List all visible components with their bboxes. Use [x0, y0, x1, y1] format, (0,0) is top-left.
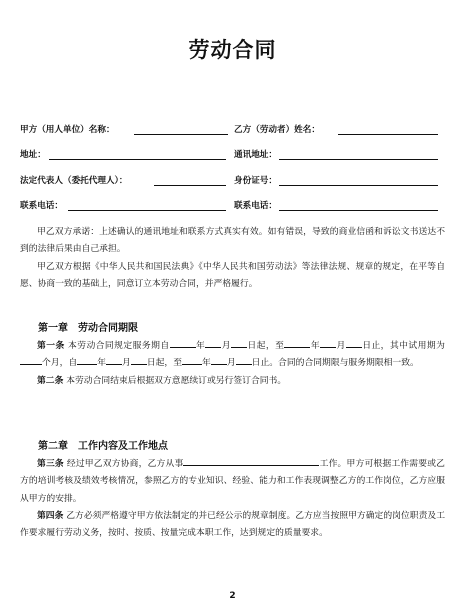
- party-b-name-field[interactable]: [338, 134, 438, 135]
- address-label: 地址：: [20, 150, 46, 160]
- probation-end-day-field[interactable]: [236, 355, 252, 365]
- end-month-field[interactable]: [320, 338, 336, 348]
- article-3: [20, 456, 445, 508]
- phone-a-field[interactable]: [68, 210, 226, 211]
- start-year-field[interactable]: [170, 338, 196, 348]
- article-2: [20, 373, 445, 390]
- article-4-text: 乙方必须严格遵守甲方依法制定的并已经公示的规章制度。乙方应当按照甲方确定的岗位职责及工作要求履行劳动义务，按时、按质、按量完成本职工作，达到规定的质量要求。: [20, 510, 445, 539]
- article-2-label: 第二条: [37, 375, 64, 386]
- probation-start-day-field[interactable]: [131, 355, 147, 365]
- probation-months-field[interactable]: [20, 355, 42, 365]
- article-1: [20, 338, 445, 373]
- contact-address-label: 通讯地址：: [234, 150, 277, 160]
- chapter-2-body: [20, 456, 445, 542]
- id-number-field[interactable]: [279, 185, 438, 186]
- chapter-2-heading: 第二章 工作内容及工作地点: [38, 441, 168, 452]
- page-number: 2: [229, 591, 236, 601]
- party-a-label: 甲方（用人单位）名称：: [20, 125, 115, 135]
- phone-b-field[interactable]: [279, 210, 438, 211]
- party-row-3: [20, 172, 445, 188]
- intro-paragraph-1: 甲乙双方承诺：上述确认的通讯地址和联系方式真实有效。如有错误，导致的商业信函和诉讼文书送达不到的法律后果由自己承担。: [20, 227, 445, 255]
- phone-a-label: 联系电话：: [20, 201, 63, 211]
- probation-start-year-field[interactable]: [77, 355, 97, 365]
- start-day-field[interactable]: [231, 338, 247, 348]
- party-a-name-field[interactable]: [134, 134, 228, 135]
- intro-paragraph-2: 甲乙双方根据《中华人民共和国民法典》《中华人民共和国劳动法》等法律法规、规章的规定，在平等自愿、协商一致的基础上，同意订立本劳动合同，并严格履行。: [20, 261, 445, 289]
- article-3-text-a: 经过甲乙双方协商，乙方从事: [66, 459, 184, 469]
- day-to-label: 日起，至: [246, 341, 285, 351]
- start-month-field[interactable]: [205, 338, 221, 348]
- article-3-label: 第三条: [37, 459, 64, 469]
- job-position-field[interactable]: [183, 456, 319, 466]
- id-number-label: 身份证号：: [234, 176, 277, 186]
- year-label: 年: [97, 358, 107, 369]
- month-label: 月: [336, 341, 346, 351]
- article-1-text-c: 日止。合同的合同期限与服务期限相一致。: [251, 358, 419, 369]
- article-3-text-b: 工作。甲方可根据工作需要或乙方的培训考核及绩效考核情况，参照乙方的专业知识、经验、能力和工作表现调整乙方的工作岗位，乙方应服从甲方的安排。: [20, 459, 445, 504]
- intro-section: [20, 224, 445, 293]
- probation-end-month-field[interactable]: [211, 355, 227, 365]
- day-to-label: 日起，至: [146, 358, 183, 369]
- month-label: 月: [226, 358, 236, 369]
- month-label: 月: [122, 358, 131, 369]
- article-4: [20, 508, 445, 543]
- party-row-1: [20, 121, 445, 137]
- party-row-2: [20, 146, 445, 162]
- month-label: 月: [221, 341, 231, 351]
- article-1-text-a: 本劳动合同规定服务期自: [67, 341, 170, 351]
- document-title: 劳动合同: [188, 38, 277, 62]
- months-from-label: 个月，自: [42, 358, 78, 369]
- article-4-label: 第四条: [37, 510, 64, 521]
- chapter-1-body: [20, 338, 445, 390]
- legal-rep-field[interactable]: [154, 185, 226, 186]
- article-1-text-b: 其中试用期为: [389, 341, 445, 351]
- phone-b-label: 联系电话：: [234, 201, 277, 211]
- end-day-field[interactable]: [346, 338, 362, 348]
- article-2-text: 本劳动合同结束后根据双方意愿续订或另行签订合同书。: [66, 375, 287, 386]
- day-end-label: 日止，: [361, 341, 390, 351]
- year-label: 年: [202, 358, 211, 369]
- year-label: 年: [195, 341, 206, 351]
- party-b-label: 乙方（劳动者）姓名：: [234, 125, 320, 135]
- legal-rep-label: 法定代表人（委托代理人）：: [20, 176, 128, 186]
- end-year-field[interactable]: [284, 338, 310, 348]
- year-label: 年: [310, 341, 321, 351]
- probation-end-year-field[interactable]: [182, 355, 202, 365]
- article-1-label: 第一条: [37, 341, 65, 351]
- chapter-1-heading: 第一章 劳动合同期限: [38, 323, 138, 334]
- address-field[interactable]: [49, 159, 226, 160]
- party-row-4: [20, 197, 445, 213]
- contact-address-field[interactable]: [279, 159, 438, 160]
- probation-start-month-field[interactable]: [106, 355, 122, 365]
